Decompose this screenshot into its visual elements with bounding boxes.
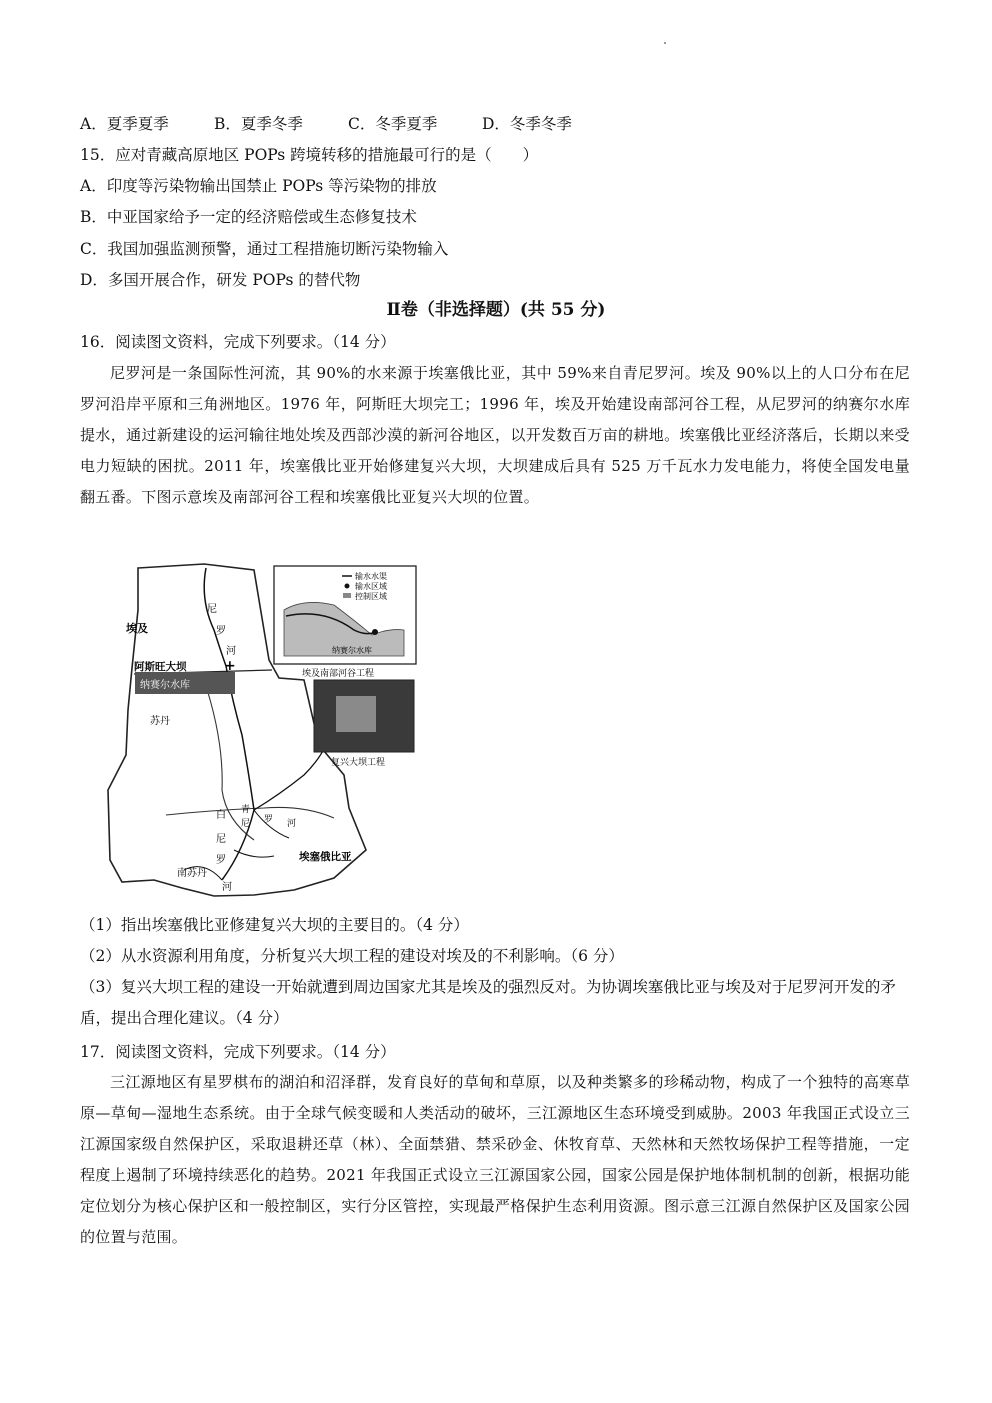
legend-control: 控制区域 [355,592,387,601]
label-south-sudan: 南苏丹 [177,868,207,879]
scan-dot [664,42,666,44]
q14-options [80,113,600,135]
q14-option-c: C．冬季夏季 [348,115,438,133]
label-egypt: 埃及 [126,623,148,635]
q16-sub1: （1）指出埃塞俄比亚修建复兴大坝的主要目的。（4 分） [80,916,469,934]
label-nasser: 纳赛尔水库 [140,680,190,691]
q14-option-d: D．冬季冬季 [482,115,572,133]
label-white-nile-2: 尼 [216,834,226,845]
q15-stem: 15．应对青藏高原地区 POPs 跨境转移的措施最可行的是（ ） [80,146,539,164]
legend-canal: 输水水渠 [355,572,387,581]
label-nile-3: 河 [226,646,236,657]
q16-sub2: （2）从水资源利用角度，分析复兴大坝工程的建设对埃及的不利影响。（6 分） [80,947,624,965]
q15-option-d: D．多国开展合作，研发 POPs 的替代物 [80,271,361,289]
q14-option-a: A．夏季夏季 [80,115,169,133]
dam-photo-highlight [336,696,376,732]
nile-map-figure [104,560,440,906]
q16-sub3: （3）复兴大坝工程的建设一开始就遭到周边国家尤其是埃及的强烈反对。为协调埃塞俄比亚与埃及对于尼罗河开发的矛盾，提出合理化建议。（4 分） [80,978,896,1027]
inset-label-lake: 纳赛尔水库 [332,646,372,655]
photo-caption: 复兴大坝工程 [331,758,386,768]
q15-option-c: C．我国加强监测预警，通过工程措施切断污染物输入 [80,240,449,258]
legend-dot [345,584,350,589]
label-blue-nile-2: 尼 [241,819,251,829]
q16-paragraph: 尼罗河是一条国际性河流，其 90%的水来源于埃塞俄比亚，其中 59%来自青尼罗河。埃及 90%以上的人口分布在尼罗河沿岸平原和三角洲地区。1976 年，阿斯旺大坝完工；1996 年，埃及开始建设南部河谷工程，从尼罗河的纳赛尔水库提水，通过新建设的运河输往地处埃及西部沙漠的新河谷地区，以开发数百万亩的耕地。埃塞俄比亚经济落后，长期以来受电力短缺的困扰。2011 年，埃塞俄比亚开始修建复兴大坝，大坝建成后具有 525 万千瓦水力发电能力，将使全国发电量翻五番。下图示意埃及南部河谷工程和埃塞俄比亚复兴大坝的位置。 [80,364,910,506]
legend-irrigation: 输水区域 [355,582,387,591]
label-white-nile-3: 罗 [216,855,226,866]
q17-paragraph: 三江源地区有星罗棋布的湖泊和沼泽群，发育良好的草甸和草原，以及种类繁多的珍稀动物，构成了一个独特的高寒草原—草甸—湿地生态系统。由于全球气候变暖和人类活动的破坏，三江源地区生态环境受到威胁。2003 年我国正式设立三江源国家级自然保护区，采取退耕还草（林）、全面禁猎、禁采砂金、休牧育草、天然林和天然牧场保护工程等措施，一定程度上遏制了环境持续恶化的趋势。2021 年我国正式设立三江源国家公园，国家公园是保护地体制机制的创新，根据功能定位划分为核心保护区和一般控制区，实行分区管控，实现最严格保护生态利用资源。图示意三江源自然保护区及国家公园的位置与范围。 [80,1073,910,1246]
blue-nile-river [254,745,326,810]
label-aswan: 阿斯旺大坝 [134,661,187,673]
q17-stem: 17．阅读图文资料，完成下列要求。（14 分） [80,1043,396,1061]
q16-stem: 16．阅读图文资料，完成下列要求。（14 分） [80,333,396,351]
aswan-dam-marker: + [224,658,236,674]
label-blue-nile-1: 青 [241,805,251,815]
legend-area-swatch [343,593,351,598]
q15-option-a: A．印度等污染物输出国禁止 POPs 等污染物的排放 [80,177,437,195]
label-blue-nile-3: 罗 [264,815,274,825]
label-nile-1: 尼 [207,604,217,615]
inset-caption: 埃及南部河谷工程 [302,669,375,679]
section-title: Ⅱ卷（非选择题）(共 55 分) [386,300,606,320]
label-nile-2: 罗 [216,626,226,637]
q14-option-b: B．夏季冬季 [214,115,303,133]
inset-pump-marker [372,629,378,635]
label-ethiopia: 埃塞俄比亚 [299,851,352,863]
q15-option-b: B．中亚国家给予一定的经济赔偿或生态修复技术 [80,208,417,226]
label-white-nile-4: 河 [222,882,232,893]
label-white-nile-1: 白 [216,810,226,821]
label-sudan: 苏丹 [150,716,170,727]
label-blue-nile-4: 河 [287,819,297,829]
